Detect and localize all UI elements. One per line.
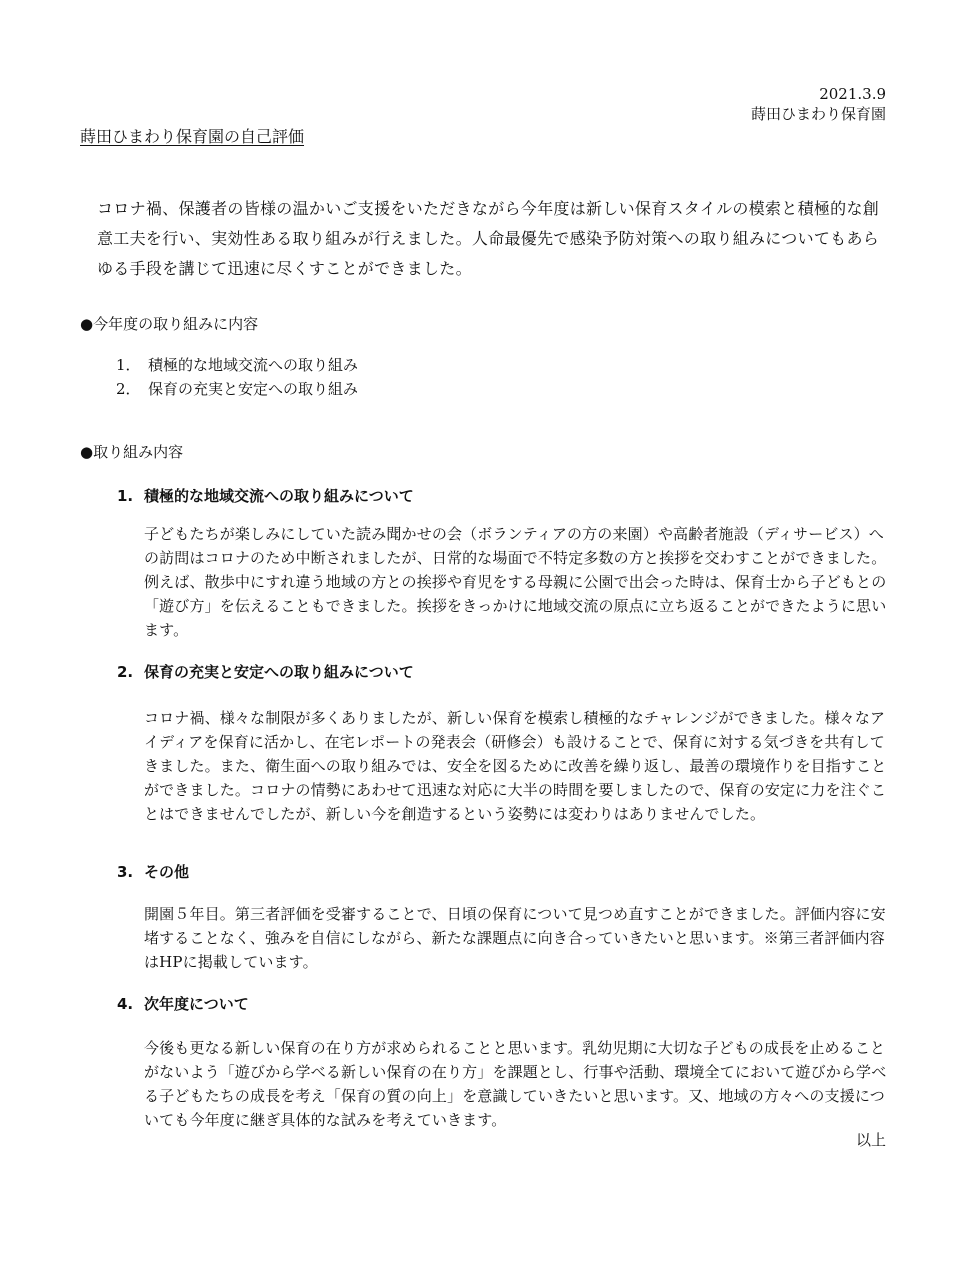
section-body-next-year: 今後も更なる新しい保育の在り方が求められることと思います。乳幼児期に大切な子どもの成長を止めることがないよう「遊びから学べる新しい保育の在り方」を課題とし、行事や活動、環境全てにおいて遊びから学べる子どもたちの成長を考え「保育の質の向上」を意識していきたいと思います。又、地域の方々への支援についても今年度に継ぎ具体的な試みを考えていきます。 [144, 1039, 887, 1129]
document-title: 蒔田ひまわり保育園の自己評価 [80, 127, 305, 146]
plan-heading: ●今年度の取り組みに内容 [80, 315, 259, 333]
closing-mark: 以上 [855, 1131, 886, 1149]
section-number: 1. [117, 487, 134, 505]
intro-paragraph: コロナ禍、保護者の皆様の温かいご支援をいただきながら今年度は新しい保育スタイルの模索と積極的な創意工夫を行い、実効性ある取り組みが行えました。人命最優先で感染予防対策への取り組みについてもあらゆる手段を講じて迅速に尽くすことができました。 [97, 199, 880, 278]
organization-name: 蒔田ひまわり保育園 [750, 105, 886, 123]
section-body-community: 子どもたちが楽しみにしていた読み聞かせの会（ボランティアの方の来園）や高齢者施設（ディサービス）への訪問はコロナのため中断されましたが、日常的な場面で不特定多数の方と挨拶を交わすことができました。例えば、散歩中にすれ違う地域の方との挨拶や育児をする母親に公園で出会った時は、保育士から子どもとの「遊び方」を伝えることもできました。挨拶をきっかけに地域交流の原点に立ち返ることができたように思います。 [144, 525, 887, 639]
section-number: 3. [117, 863, 134, 881]
section-number: 4. [117, 995, 134, 1013]
section-title-text: 次年度について [144, 995, 249, 1013]
list-item [116, 353, 358, 377]
section-body-other: 開園５年目。第三者評価を受審することで、日頃の保育について見つめ直すことができました。評価内容に安堵することなく、強みを自信にしながら、新たな課題点に向き合っていきたいと思います。※第三者評価内容はHPに掲載しています。 [144, 905, 886, 971]
section-title-next-year [117, 994, 249, 1014]
section-number: 2. [117, 663, 134, 681]
content-heading: ●取り組み内容 [80, 443, 184, 461]
section-title-text: 保育の充実と安定への取り組みについて [144, 663, 414, 681]
list-item-label: 保育の充実と安定への取り組み [148, 380, 359, 398]
list-item-number: 1． [116, 356, 141, 374]
section-title-childcare [117, 662, 414, 682]
document-date: 2021.3.9 [819, 85, 886, 103]
list-item [116, 377, 358, 401]
list-item-label: 積極的な地域交流への取り組み [148, 356, 359, 374]
section-title-text: 積極的な地域交流への取り組みについて [144, 487, 414, 505]
section-body-childcare: コロナ禍、様々な制限が多くありましたが、新しい保育を模索し積極的なチャレンジができました。様々なアイディアを保育に活かし、在宅レポートの発表会（研修会）も設けることで、保育に対する気づきを共有してきました。また、衛生面への取り組みでは、安全を図るために改善を繰り返し、最善の環境作りを目指すことができました。コロナの情勢にあわせて迅速な対応に大半の時間を要しましたので、保育の安定に力を注ぐことはできませんでしたが、新しい今を創造するという姿勢には変わりはありませんでした。 [144, 709, 887, 823]
section-title-other [117, 862, 189, 882]
list-item-number: 2． [116, 380, 141, 398]
section-title-text: その他 [144, 863, 190, 881]
section-title-community [117, 486, 414, 506]
plan-list [116, 353, 358, 401]
